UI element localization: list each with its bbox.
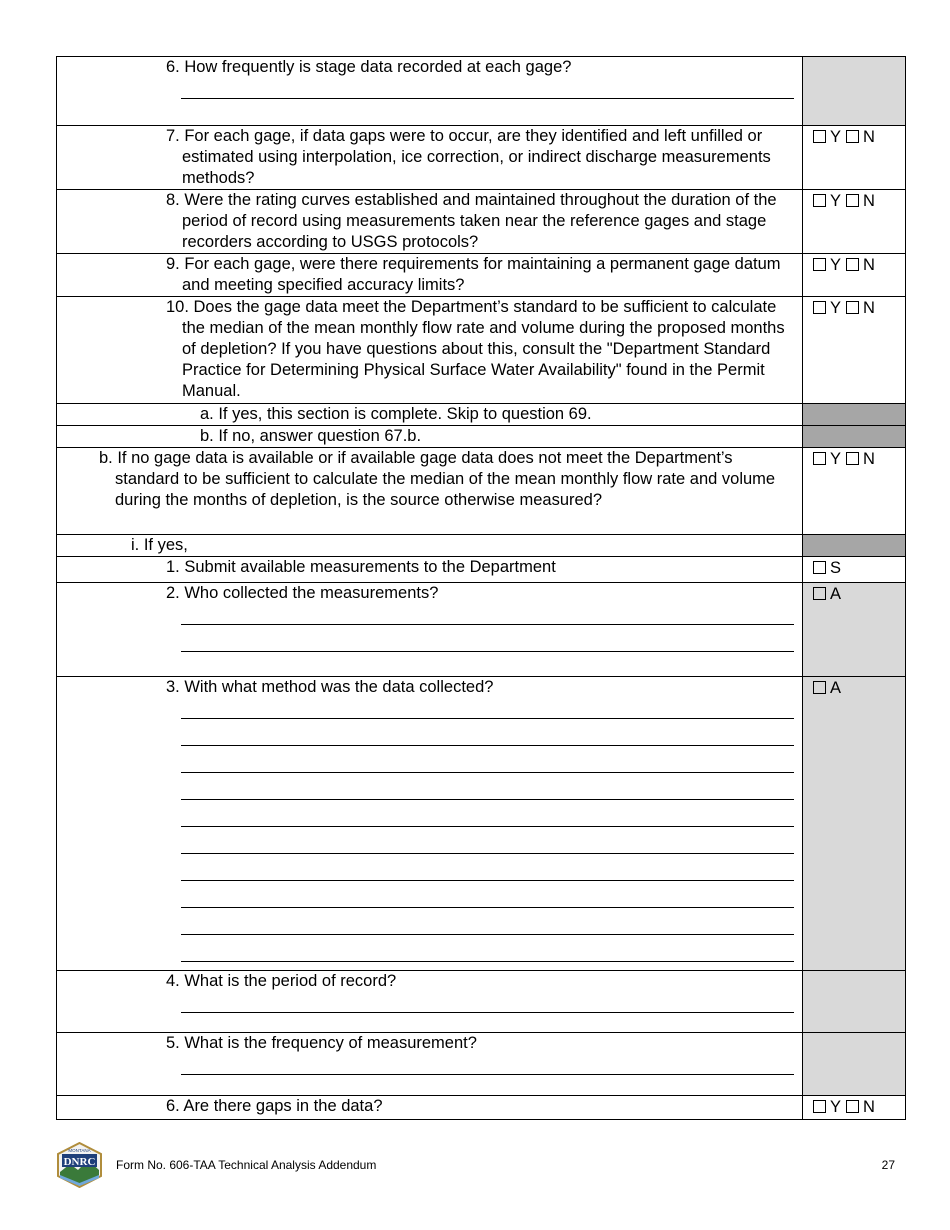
- submit-checkbox[interactable]: [813, 561, 826, 574]
- answer-line[interactable]: [181, 1054, 794, 1075]
- answer-line[interactable]: [181, 746, 794, 773]
- answer-line[interactable]: [181, 854, 794, 881]
- table-row: [57, 583, 906, 677]
- yes-no-cell: Y N: [803, 1096, 906, 1120]
- no-checkbox[interactable]: [846, 301, 859, 314]
- answer-line[interactable]: [181, 800, 794, 827]
- yes-checkbox[interactable]: [813, 301, 826, 314]
- submit-cell: S: [803, 557, 906, 583]
- answer-line[interactable]: [181, 881, 794, 908]
- question-text: 4. What is the period of record?: [166, 972, 397, 990]
- table-row: [57, 448, 906, 535]
- yes-no-cell: Y N: [803, 190, 906, 254]
- table-row: [57, 426, 906, 448]
- no-checkbox[interactable]: [846, 194, 859, 207]
- yes-no-cell: Y N: [803, 448, 906, 535]
- question-text: b. If no gage data is available or if available gage data does not meet the Department’s standard to be sufficient to calculate the median of the mean monthly flow rate and volume during the months of depletion, is the source otherwise measured?: [99, 449, 776, 509]
- no-checkbox[interactable]: [846, 258, 859, 271]
- question-text: 6. How frequently is stage data recorded at each gage?: [166, 58, 572, 76]
- table-row: [57, 971, 906, 1033]
- answer-line[interactable]: [181, 908, 794, 935]
- table-row: [57, 677, 906, 971]
- no-checkbox[interactable]: [846, 1100, 859, 1113]
- page-number: 27: [881, 1158, 895, 1172]
- yes-no-cell: Y N: [803, 126, 906, 190]
- answer-line[interactable]: [181, 625, 794, 652]
- yes-no-cell: Y N: [803, 297, 906, 404]
- form-number: Form No. 606-TAA Technical Analysis Addendum: [116, 1158, 377, 1172]
- no-checkbox[interactable]: [846, 130, 859, 143]
- dnrc-logo: [56, 1142, 103, 1188]
- answer-line[interactable]: [181, 935, 794, 962]
- table-row: [57, 190, 906, 254]
- yes-checkbox[interactable]: [813, 258, 826, 271]
- yes-checkbox[interactable]: [813, 130, 826, 143]
- question-text: 5. What is the frequency of measurement?: [166, 1034, 477, 1052]
- table-row: [57, 557, 906, 583]
- question-text: 6. Are there gaps in the data?: [166, 1097, 383, 1115]
- yes-checkbox[interactable]: [813, 194, 826, 207]
- table-row: [57, 1033, 906, 1096]
- table-row: [57, 404, 906, 426]
- attach-cell: A: [803, 583, 906, 677]
- question-text: 7. For each gage, if data gaps were to occur, are they identified and left unfilled or estimated using interpolation, ice correction, or indirect discharge measurements methods?: [166, 127, 771, 187]
- answer-line[interactable]: [181, 698, 794, 719]
- question-text: 8. Were the rating curves established and maintained throughout the duration of the period of record using measurements taken near the reference gages and stage recorders according to USGS protocols?: [166, 191, 777, 251]
- attach-checkbox[interactable]: [813, 681, 826, 694]
- answer-cell: [803, 57, 906, 126]
- page-footer: [56, 1142, 895, 1190]
- question-text: 9. For each gage, were there requirements for maintaining a permanent gage datum and meeting specified accuracy limits?: [166, 255, 781, 294]
- question-text: 2. Who collected the measurements?: [166, 584, 439, 602]
- table-row: [57, 1096, 906, 1120]
- attach-cell: A: [803, 677, 906, 971]
- answer-line[interactable]: [181, 719, 794, 746]
- answer-line[interactable]: [181, 992, 794, 1013]
- question-text: 3. With what method was the data collected?: [166, 678, 494, 696]
- svg-text:MONTANA: MONTANA: [68, 1148, 91, 1153]
- question-text: b. If no, answer question 67.b.: [200, 427, 422, 445]
- question-text: 1. Submit available measurements to the Department: [166, 558, 556, 576]
- question-text: a. If yes, this section is complete. Skip to question 69.: [200, 405, 592, 423]
- attach-checkbox[interactable]: [813, 587, 826, 600]
- checklist-table: [56, 56, 906, 1120]
- table-row: [57, 535, 906, 557]
- no-checkbox[interactable]: [846, 452, 859, 465]
- table-row: [57, 254, 906, 297]
- table-row: [57, 57, 906, 126]
- question-text: i. If yes,: [131, 536, 188, 554]
- question-text: 10. Does the gage data meet the Department’s standard to be sufficient to calculate the median of the mean monthly flow rate and volume during the proposed months of depletion? If you have questions about this, consult the "Department Standard Practice for Determining Physical Surface Water Availability" found in the Permit Manual.: [166, 298, 785, 400]
- answer-line[interactable]: [181, 827, 794, 854]
- svg-text:DNRC: DNRC: [63, 1156, 96, 1168]
- question-cell: [57, 57, 803, 126]
- yes-no-cell: Y N: [803, 254, 906, 297]
- table-row: [57, 297, 906, 404]
- answer-line[interactable]: [181, 78, 794, 99]
- yes-checkbox[interactable]: [813, 452, 826, 465]
- table-row: [57, 126, 906, 190]
- answer-line[interactable]: [181, 604, 794, 625]
- yes-checkbox[interactable]: [813, 1100, 826, 1113]
- answer-line[interactable]: [181, 773, 794, 800]
